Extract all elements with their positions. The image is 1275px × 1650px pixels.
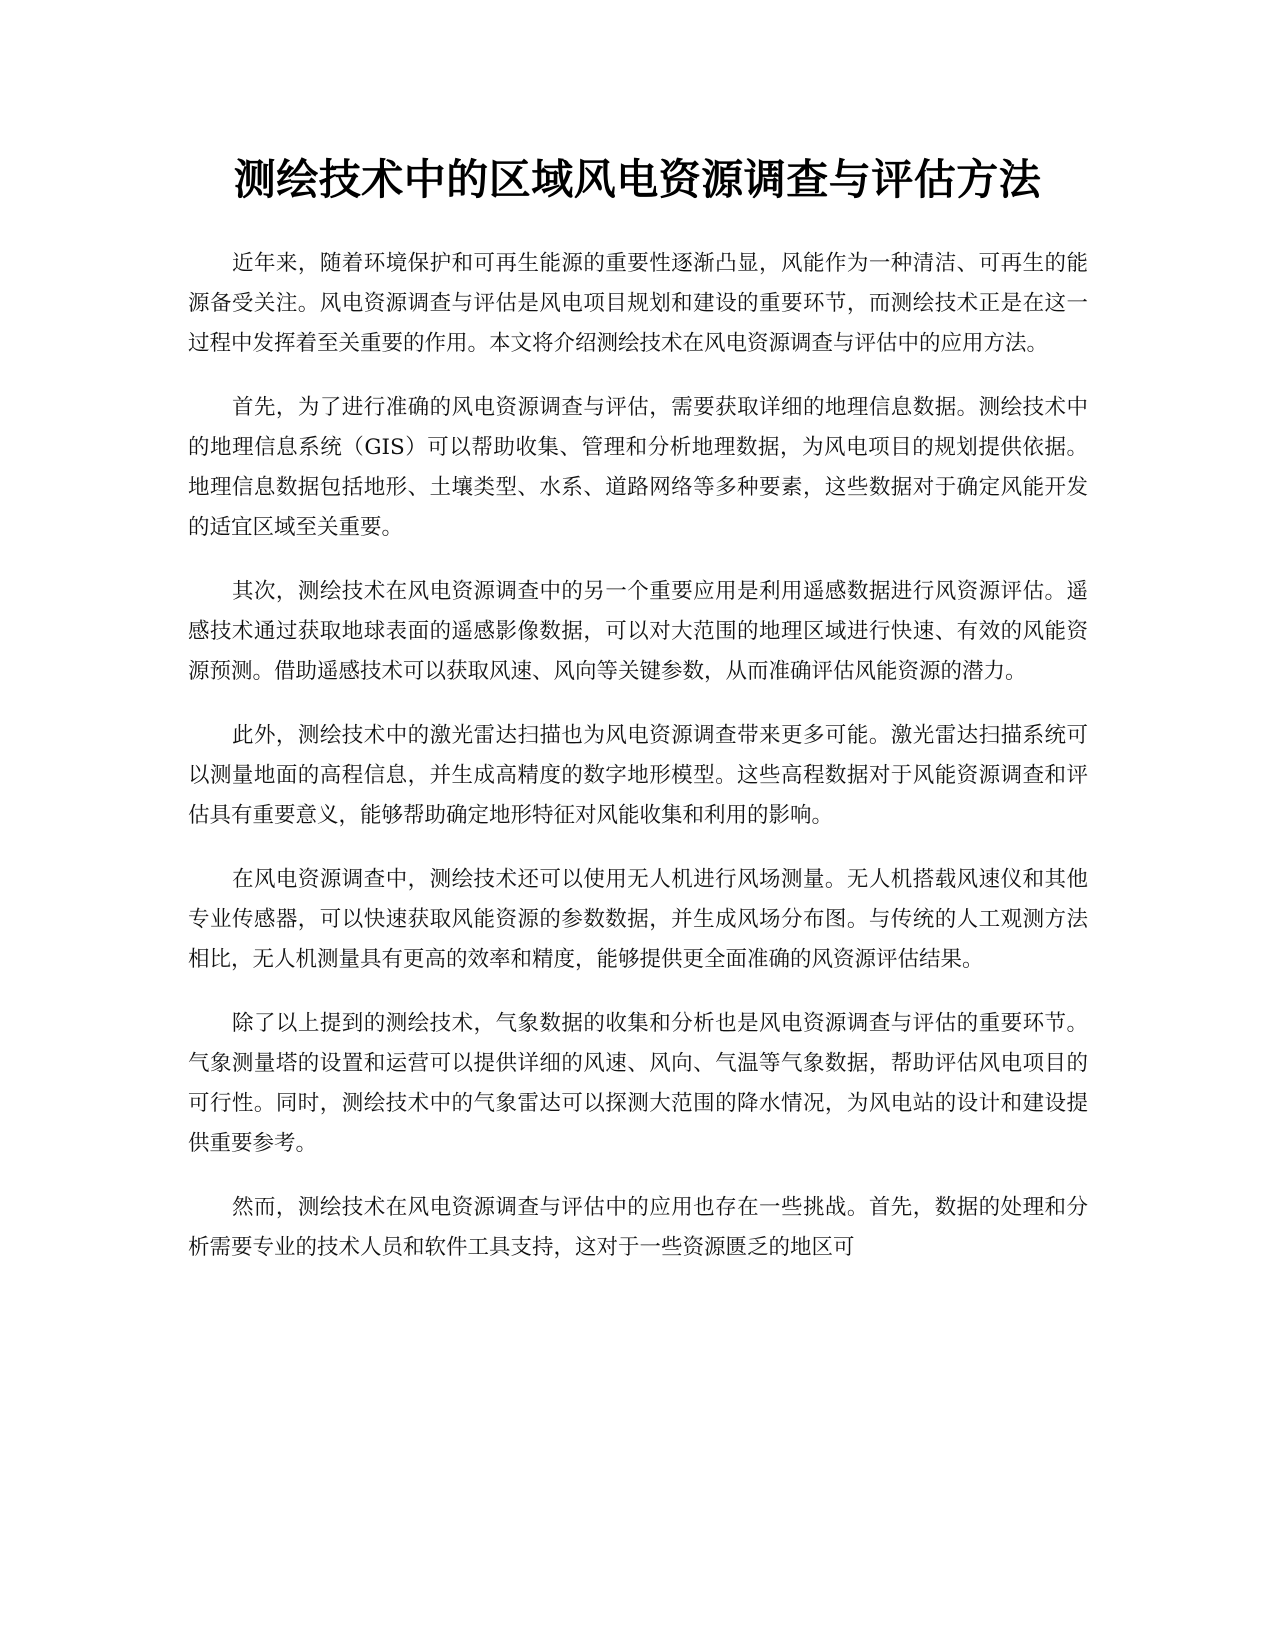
paragraph-1: 近年来，随着环境保护和可再生能源的重要性逐渐凸显，风能作为一种清洁、可再生的能源备受关注。风电资源调查与评估是风电项目规划和建设的重要环节，而测绘技术正是在这一过程中发挥着至关重要的作用。本文将介绍测绘技术在风电资源调查与评估中的应用方法。 [188, 251, 1088, 356]
paragraph-6: 除了以上提到的测绘技术，气象数据的收集和分析也是风电资源调查与评估的重要环节。气象测量塔的设置和运营可以提供详细的风速、风向、气温等气象数据，帮助评估风电项目的可行性。同时，测绘技术中的气象雷达可以探测大范围的降水情况，为风电站的设计和建设提供重要参考。 [188, 1011, 1088, 1156]
document-title: 测绘技术中的区域风电资源调查与评估方法 [233, 155, 1042, 204]
paragraph-3: 其次，测绘技术在风电资源调查中的另一个重要应用是利用遥感数据进行风资源评估。遥感技术通过获取地球表面的遥感影像数据，可以对大范围的地理区域进行快速、有效的风能资源预测。借助遥感技术可以获取风速、风向等关键参数，从而准确评估风能资源的潜力。 [188, 579, 1088, 684]
paragraph-2: 首先，为了进行准确的风电资源调查与评估，需要获取详细的地理信息数据。测绘技术中的地理信息系统（GIS）可以帮助收集、管理和分析地理数据，为风电项目的规划提供依据。地理信息数据包括地形、土壤类型、水系、道路网络等多种要素，这些数据对于确定风能开发的适宜区域至关重要。 [188, 395, 1088, 540]
document-body [188, 244, 1088, 1292]
paragraph-7: 然而，测绘技术在风电资源调查与评估中的应用也存在一些挑战。首先，数据的处理和分析需要专业的技术人员和软件工具支持，这对于一些资源匮乏的地区可 [188, 1195, 1088, 1260]
paragraph-4: 此外，测绘技术中的激光雷达扫描也为风电资源调查带来更多可能。激光雷达扫描系统可以测量地面的高程信息，并生成高精度的数字地形模型。这些高程数据对于风能资源调查和评估具有重要意义，能够帮助确定地形特征对风能收集和利用的影响。 [188, 723, 1088, 828]
paragraph-5: 在风电资源调查中，测绘技术还可以使用无人机进行风场测量。无人机搭载风速仪和其他专业传感器，可以快速获取风能资源的参数数据，并生成风场分布图。与传统的人工观测方法相比，无人机测量具有更高的效率和精度，能够提供更全面准确的风资源评估结果。 [188, 867, 1088, 972]
